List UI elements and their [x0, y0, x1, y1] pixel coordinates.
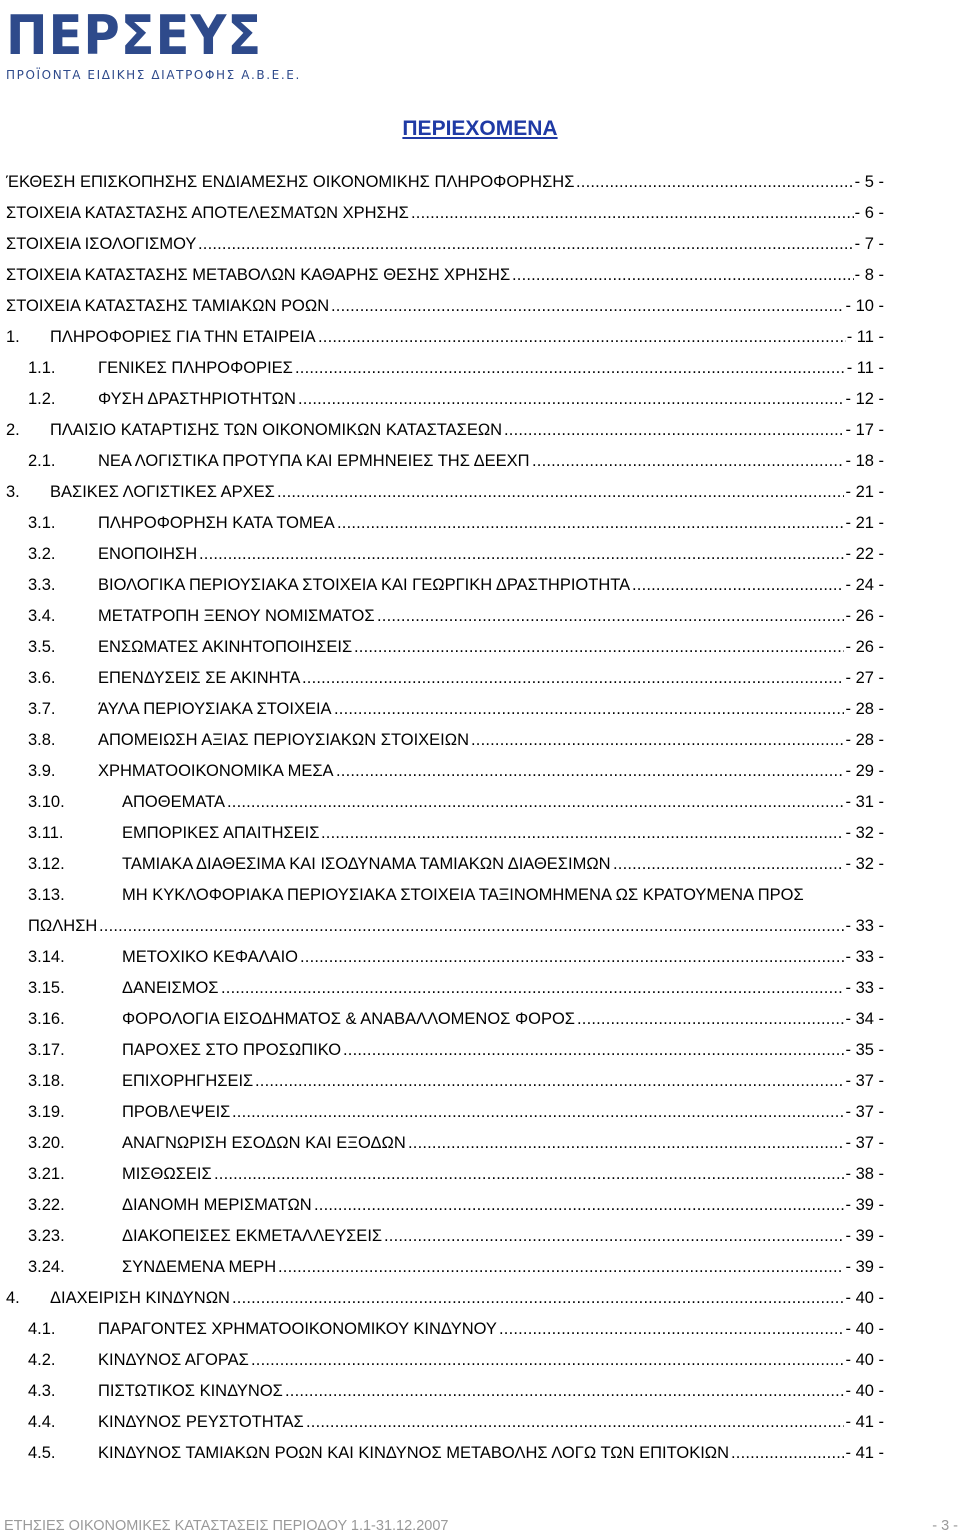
toc-entry[interactable]: [0, 1129, 960, 1157]
toc-entry[interactable]: [0, 1253, 960, 1281]
toc-entry[interactable]: [0, 509, 960, 537]
toc-dot-leader: [337, 509, 844, 537]
toc-entry-number: 3.4.: [28, 607, 56, 625]
toc-entry-page: - 40 -: [845, 1351, 884, 1369]
toc-entry-title: ΑΠΟΘΕΜΑΤΑ: [122, 793, 225, 811]
toc-entry[interactable]: [0, 571, 960, 599]
page-title: ΠΕΡΙΕΧΟΜΕΝΑ: [402, 117, 558, 140]
toc-entry-number: 4.2.: [28, 1351, 56, 1369]
toc-entry-number: 4.5.: [28, 1444, 56, 1462]
toc-entry[interactable]: [0, 1346, 960, 1374]
toc-dot-leader: [99, 912, 844, 940]
toc-entry-number: 1.1.: [28, 359, 56, 377]
toc-entry-title: ΑΝΑΓΝΩΡΙΣΗ ΕΣΟΔΩΝ ΚΑΙ ΕΞΟΔΩΝ: [122, 1134, 406, 1152]
toc-dot-leader: [278, 1253, 844, 1281]
toc-entry-number: 3.18.: [28, 1072, 65, 1090]
toc-entry-page: - 33 -: [845, 948, 884, 966]
toc-entry-title: ΔΙΑΝΟΜΗ ΜΕΡΙΣΜΑΤΩΝ: [122, 1196, 312, 1214]
toc-entry-number: 3.14.: [28, 948, 65, 966]
toc-entry-number: 3.2.: [28, 545, 56, 563]
toc-entry-page: - 35 -: [845, 1041, 884, 1059]
toc-entry-page: - 41 -: [845, 1413, 884, 1431]
toc-entry-number: 4.4.: [28, 1413, 56, 1431]
toc-entry-title: ΠΛΗΡΟΦΟΡΗΣΗ ΚΑΤΑ ΤΟΜΕΑ: [98, 514, 335, 532]
toc-dot-leader: [214, 1160, 844, 1188]
toc-entry[interactable]: [0, 602, 960, 630]
toc-dot-leader: [300, 943, 844, 971]
toc-dot-leader: [632, 571, 844, 599]
toc-dot-leader: [321, 819, 844, 847]
toc-entry-page: - 26 -: [845, 638, 884, 656]
toc-entry-number: 3.23.: [28, 1227, 65, 1245]
toc-entry-number: 3.8.: [28, 731, 56, 749]
toc-entry-title: ΕΠΙΧΟΡΗΓΗΣΕΙΣ: [122, 1072, 254, 1090]
toc-dot-leader: [199, 540, 844, 568]
toc-entry[interactable]: [0, 230, 960, 258]
toc-entry-page: - 12 -: [845, 390, 884, 408]
toc-entry[interactable]: [0, 788, 960, 816]
toc-dot-leader: [221, 974, 844, 1002]
toc-entry-page: - 5 -: [854, 173, 884, 191]
toc-entry-title: ΠΛΑΙΣΙΟ ΚΑΤΑΡΤΙΣΗΣ ΤΩΝ ΟΙΚΟΝΟΜΙΚΩΝ ΚΑΤΑΣΤΑΣΕΩΝ: [50, 421, 503, 439]
toc-dot-leader: [318, 323, 846, 351]
toc-entry-title: ΝΕΑ ΛΟΓΙΣΤΙΚΑ ΠΡΟΤΥΠΑ ΚΑΙ ΕΡΜΗΝΕΙΕΣ ΤΗΣ ΔΕΕΧΠ: [98, 452, 530, 470]
toc-entry-title: ΜΗ ΚΥΚΛΟΦΟΡΙΑΚΑ ΠΕΡΙΟΥΣΙΑΚΑ ΣΤΟΙΧΕΙΑ ΤΑΞΙΝΟΜΗΜΕΝΑ ΩΣ ΚΡΑΤΟΥΜΕΝΑ ΠΡΟΣ: [122, 886, 804, 904]
toc-dot-leader: [255, 1067, 844, 1095]
toc-entry-number: 4.: [6, 1289, 20, 1307]
toc-entry-number: 3.5.: [28, 638, 56, 656]
toc-entry[interactable]: [0, 261, 960, 289]
toc-entry-title: ΜΙΣΘΩΣΕΙΣ: [122, 1165, 212, 1183]
toc-dot-leader: [471, 726, 844, 754]
toc-entry-title: ΣΤΟΙΧΕΙΑ ΚΑΤΑΣΤΑΣΗΣ ΜΕΤΑΒΟΛΩΝ ΚΑΘΑΡΗΣ ΘΕΣΗΣ ΧΡΗΣΗΣ: [6, 266, 511, 284]
toc-entry-title: ΠΩΛΗΣΗ: [28, 917, 98, 935]
toc-dot-leader: [314, 1191, 844, 1219]
toc-entry-title: ΚΙΝΔΥΝΟΣ ΑΓΟΡΑΣ: [98, 1351, 249, 1369]
toc-entry-title: ΈΚΘΕΣΗ ΕΠΙΣΚΟΠΗΣΗΣ ΕΝΔΙΑΜΕΣΗΣ ΟΙΚΟΝΟΜΙΚΗΣ ΠΛΗΡΟΦΟΡΗΣΗΣ: [6, 173, 575, 191]
toc-dot-leader: [504, 416, 844, 444]
toc-entry[interactable]: [0, 1315, 960, 1343]
toc-entry-page: - 29 -: [845, 762, 884, 780]
toc-dot-leader: [354, 633, 844, 661]
toc-entry[interactable]: [0, 1098, 960, 1126]
toc-entry[interactable]: [0, 1005, 960, 1033]
toc-entry-page: - 40 -: [845, 1320, 884, 1338]
toc-entry[interactable]: [0, 199, 960, 227]
toc-entry[interactable]: [0, 974, 960, 1002]
toc-entry-title: ΔΙΑΚΟΠΕΙΣΕΣ ΕΚΜΕΤΑΛΛΕΥΣΕΙΣ: [122, 1227, 383, 1245]
toc-dot-leader: [512, 261, 854, 289]
toc-entry-page: - 6 -: [854, 204, 884, 222]
toc-dot-leader: [334, 695, 844, 723]
toc-entry-page: - 34 -: [845, 1010, 884, 1028]
toc-entry[interactable]: [0, 695, 960, 723]
toc-entry-page: - 22 -: [845, 545, 884, 563]
toc-entry-number: 3.9.: [28, 762, 56, 780]
toc-entry-number: 3.13.: [28, 886, 65, 904]
toc-dot-leader: [277, 478, 844, 506]
toc-entry[interactable]: [0, 292, 960, 320]
toc-dot-leader: [227, 788, 844, 816]
toc-entry-number: 3.6.: [28, 669, 56, 687]
toc-dot-leader: [613, 850, 844, 878]
toc-entry-page: - 28 -: [845, 700, 884, 718]
toc-entry[interactable]: [0, 1439, 960, 1467]
toc-entry[interactable]: [0, 385, 960, 413]
toc-entry-title: ΑΠΟΜΕΙΩΣΗ ΑΞΙΑΣ ΠΕΡΙΟΥΣΙΑΚΩΝ ΣΤΟΙΧΕΙΩΝ: [98, 731, 470, 749]
toc-entry[interactable]: [0, 1284, 960, 1312]
toc-entry[interactable]: [0, 1191, 960, 1219]
toc-entry-page: - 27 -: [845, 669, 884, 687]
toc-entry[interactable]: [0, 633, 960, 661]
toc-entry[interactable]: [0, 1222, 960, 1250]
toc-dot-leader: [302, 664, 844, 692]
toc-entry-number: 3.7.: [28, 700, 56, 718]
toc-entry-title: ΕΜΠΟΡΙΚΕΣ ΑΠΑΙΤΗΣΕΙΣ: [122, 824, 320, 842]
toc-entry-number: 3.24.: [28, 1258, 65, 1276]
toc-entry-page: - 11 -: [846, 328, 884, 346]
toc-dot-leader: [343, 1036, 844, 1064]
toc-entry-title: ΕΝΟΠΟΙΗΣΗ: [98, 545, 198, 563]
toc-entry-title: ΔΙΑΧΕΙΡΙΣΗ ΚΙΝΔΥΝΩΝ: [50, 1289, 230, 1307]
toc-entry-number: 3.3.: [28, 576, 56, 594]
toc-entry-title: ΕΠΕΝΔΥΣΕΙΣ ΣΕ ΑΚΙΝΗΤΑ: [98, 669, 301, 687]
page-footer: [0, 1518, 960, 1538]
toc-entry-page: - 33 -: [845, 917, 884, 935]
toc-entry-title: ΠΙΣΤΩΤΙΚΟΣ ΚΙΝΔΥΝΟΣ: [98, 1382, 283, 1400]
toc-entry-page: - 28 -: [845, 731, 884, 749]
company-logo: [6, 4, 306, 94]
toc-dot-leader: [232, 1284, 844, 1312]
toc-dot-leader: [251, 1346, 844, 1374]
toc-entry[interactable]: [0, 1036, 960, 1064]
toc-entry-number: 3.16.: [28, 1010, 65, 1028]
toc-entry[interactable]: [0, 540, 960, 568]
toc-dot-leader: [384, 1222, 844, 1250]
toc-entry-number: 4.1.: [28, 1320, 56, 1338]
toc-entry-number: 3.11.: [28, 824, 64, 842]
toc-entry-number: 3.17.: [28, 1041, 65, 1059]
toc-entry-title: ΧΡΗΜΑΤΟΟΙΚΟΝΟΜΙΚΑ ΜΕΣΑ: [98, 762, 334, 780]
toc-entry-number: 3.21.: [28, 1165, 65, 1183]
toc-entry[interactable]: [0, 912, 960, 940]
toc-entry-title: ΣΥΝΔΕΜΕΝΑ ΜΕΡΗ: [122, 1258, 277, 1276]
toc-entry-title: ΚΙΝΔΥΝΟΣ ΤΑΜΙΑΚΩΝ ΡΟΩΝ ΚΑΙ ΚΙΝΔΥΝΟΣ ΜΕΤΑΒΟΛΗΣ ΛΟΓΩ ΤΩΝ ΕΠΙΤΟΚΙΩΝ: [98, 1444, 730, 1462]
logo-title: ΠΕΡΣΕΥΣ: [6, 4, 263, 67]
toc-entry[interactable]: [0, 1377, 960, 1405]
toc-entry-number: 3.12.: [28, 855, 65, 873]
toc-entry[interactable]: [0, 664, 960, 692]
toc-entry-page: - 8 -: [854, 266, 884, 284]
toc-entry-number: 3.10.: [28, 793, 65, 811]
footer-document-title: ΕΤΗΣΙΕΣ ΟΙΚΟΝΟΜΙΚΕΣ ΚΑΤΑΣΤΑΣΕΙΣ ΠΕΡΙΟΔΟΥ 1.1-31.12.2007: [4, 1518, 449, 1534]
toc-entry-page: - 32 -: [845, 824, 884, 842]
toc-entry-page: - 31 -: [845, 793, 884, 811]
toc-entry-title: ΣΤΟΙΧΕΙΑ ΚΑΤΑΣΤΑΣΗΣ ΤΑΜΙΑΚΩΝ ΡΟΩΝ: [6, 297, 330, 315]
toc-entry-title: ΦΟΡΟΛΟΓΙΑ ΕΙΣΟΔΗΜΑΤΟΣ & ΑΝΑΒΑΛΛΟΜΕΝΟΣ ΦΟΡΟΣ: [122, 1010, 576, 1028]
toc-dot-leader: [577, 1005, 844, 1033]
toc-entry[interactable]: [0, 943, 960, 971]
toc-entry-page: - 10 -: [845, 297, 884, 315]
toc-dot-leader: [331, 292, 844, 320]
toc-entry[interactable]: [0, 850, 960, 878]
toc-entry-page: - 40 -: [845, 1289, 884, 1307]
toc-dot-leader: [336, 757, 844, 785]
toc-entry[interactable]: [0, 1160, 960, 1188]
toc-entry[interactable]: [0, 416, 960, 444]
toc-entry-title: ΦΥΣΗ ΔΡΑΣΤΗΡΙΟΤΗΤΩΝ: [98, 390, 296, 408]
toc-entry-page: - 24 -: [845, 576, 884, 594]
toc-dot-leader: [232, 1098, 844, 1126]
toc-entry-page: - 38 -: [845, 1165, 884, 1183]
toc-entry-title: ΜΕΤΟΧΙΚΟ ΚΕΦΑΛΑΙΟ: [122, 948, 299, 966]
toc-entry-title: ΆΥΛΑ ΠΕΡΙΟΥΣΙΑΚΑ ΣΤΟΙΧΕΙΑ: [98, 700, 332, 718]
footer-page-number: - 3 -: [932, 1518, 958, 1534]
toc-entry-page: - 21 -: [845, 514, 884, 532]
toc-dot-leader: [411, 199, 854, 227]
toc-entry-title: ΓΕΝΙΚΕΣ ΠΛΗΡΟΦΟΡΙΕΣ: [98, 359, 293, 377]
toc-entry-page: - 37 -: [845, 1134, 884, 1152]
toc-entry[interactable]: [0, 323, 960, 351]
toc-dot-leader: [298, 385, 844, 413]
toc-entry-title: ΜΕΤΑΤΡΟΠΗ ΞΕΝΟΥ ΝΟΜΙΣΜΑΤΟΣ: [98, 607, 375, 625]
toc-entry-number: 1.2.: [28, 390, 56, 408]
toc-entry-page: - 39 -: [845, 1258, 884, 1276]
toc-dot-leader: [576, 168, 854, 196]
toc-dot-leader: [306, 1408, 844, 1436]
toc-entry[interactable]: [0, 881, 960, 909]
toc-dot-leader: [285, 1377, 844, 1405]
toc-dot-leader: [408, 1129, 844, 1157]
toc-entry[interactable]: [0, 447, 960, 475]
toc-entry-number: 2.1.: [28, 452, 56, 470]
toc-entry-page: - 39 -: [845, 1196, 884, 1214]
toc-entry-page: - 39 -: [845, 1227, 884, 1245]
toc-entry-number: 2.: [6, 421, 20, 439]
toc-entry-title: ΤΑΜΙΑΚΑ ΔΙΑΘΕΣΙΜΑ ΚΑΙ ΙΣΟΔΥΝΑΜΑ ΤΑΜΙΑΚΩΝ ΔΙΑΘΕΣΙΜΩΝ: [122, 855, 611, 873]
toc-entry[interactable]: [0, 1408, 960, 1436]
toc-dot-leader: [532, 447, 844, 475]
toc-entry-title: ΔΑΝΕΙΣΜΟΣ: [122, 979, 219, 997]
toc-entry-page: - 40 -: [845, 1382, 884, 1400]
toc-entry-page: - 37 -: [845, 1072, 884, 1090]
toc-entry-number: 3.19.: [28, 1103, 65, 1121]
toc-entry-title: ΣΤΟΙΧΕΙΑ ΙΣΟΛΟΓΙΣΜΟΥ: [6, 235, 197, 253]
toc-entry-page: - 33 -: [845, 979, 884, 997]
toc-entry-page: - 7 -: [854, 235, 884, 253]
toc-entry[interactable]: [0, 1067, 960, 1095]
logo-subtitle: ΠΡΟΪΟΝΤΑ ΕΙΔΙΚΗΣ ΔΙΑΤΡΟΦΗΣ Α.Β.Ε.Ε.: [6, 68, 301, 82]
toc-dot-leader: [377, 602, 844, 630]
toc-entry-title: ΚΙΝΔΥΝΟΣ ΡΕΥΣΤΟΤΗΤΑΣ: [98, 1413, 304, 1431]
toc-entry-page: - 17 -: [845, 421, 884, 439]
toc-entry-page: - 37 -: [845, 1103, 884, 1121]
toc-entry[interactable]: [0, 168, 960, 196]
toc-entry-title: ΒΑΣΙΚΕΣ ΛΟΓΙΣΤΙΚΕΣ ΑΡΧΕΣ: [50, 483, 275, 501]
toc-entry-title: ΠΡΟΒΛΕΨΕΙΣ: [122, 1103, 231, 1121]
toc-entry-title: ΕΝΣΩΜΑΤΕΣ ΑΚΙΝΗΤΟΠΟΙΗΣΕΙΣ: [98, 638, 353, 656]
toc-entry[interactable]: [0, 757, 960, 785]
toc-dot-leader: [731, 1439, 844, 1467]
toc-dot-leader: [295, 354, 846, 382]
toc-entry-number: 3.22.: [28, 1196, 65, 1214]
toc-entry-page: - 26 -: [845, 607, 884, 625]
toc-entry-number: 4.3.: [28, 1382, 56, 1400]
toc-entry-page: - 32 -: [845, 855, 884, 873]
toc-entry-title: ΠΛΗΡΟΦΟΡΙΕΣ ΓΙΑ ΤΗΝ ΕΤΑΙΡΕΙΑ: [50, 328, 316, 346]
toc-entry-number: 1.: [6, 328, 20, 346]
toc-dot-leader: [499, 1315, 844, 1343]
toc-entry-page: - 18 -: [845, 452, 884, 470]
toc-entry-number: 3.1.: [28, 514, 56, 532]
toc-entry[interactable]: [0, 478, 960, 506]
toc-entry-page: - 11 -: [846, 359, 884, 377]
toc-entry-title: ΣΤΟΙΧΕΙΑ ΚΑΤΑΣΤΑΣΗΣ ΑΠΟΤΕΛΕΣΜΑΤΩΝ ΧΡΗΣΗΣ: [6, 204, 409, 222]
toc-entry-title: ΠΑΡΑΓΟΝΤΕΣ ΧΡΗΜΑΤΟΟΙΚΟΝΟΜΙΚΟΥ ΚΙΝΔΥΝΟΥ: [98, 1320, 497, 1338]
toc-entry[interactable]: [0, 819, 960, 847]
toc-entry[interactable]: [0, 354, 960, 382]
toc-entry-title: ΒΙΟΛΟΓΙΚΑ ΠΕΡΙΟΥΣΙΑΚΑ ΣΤΟΙΧΕΙΑ ΚΑΙ ΓΕΩΡΓΙΚΗ ΔΡΑΣΤΗΡΙΟΤΗΤΑ: [98, 576, 631, 594]
toc-entry-page: - 21 -: [845, 483, 884, 501]
toc-entry-page: - 41 -: [845, 1444, 884, 1462]
toc-dot-leader: [198, 230, 854, 258]
toc-entry[interactable]: [0, 726, 960, 754]
toc-entry-number: 3.: [6, 483, 20, 501]
toc-entry-number: 3.15.: [28, 979, 65, 997]
toc-entry-title: ΠΑΡΟΧΕΣ ΣΤΟ ΠΡΟΣΩΠΙΚΟ: [122, 1041, 342, 1059]
toc-entry-number: 3.20.: [28, 1134, 65, 1152]
